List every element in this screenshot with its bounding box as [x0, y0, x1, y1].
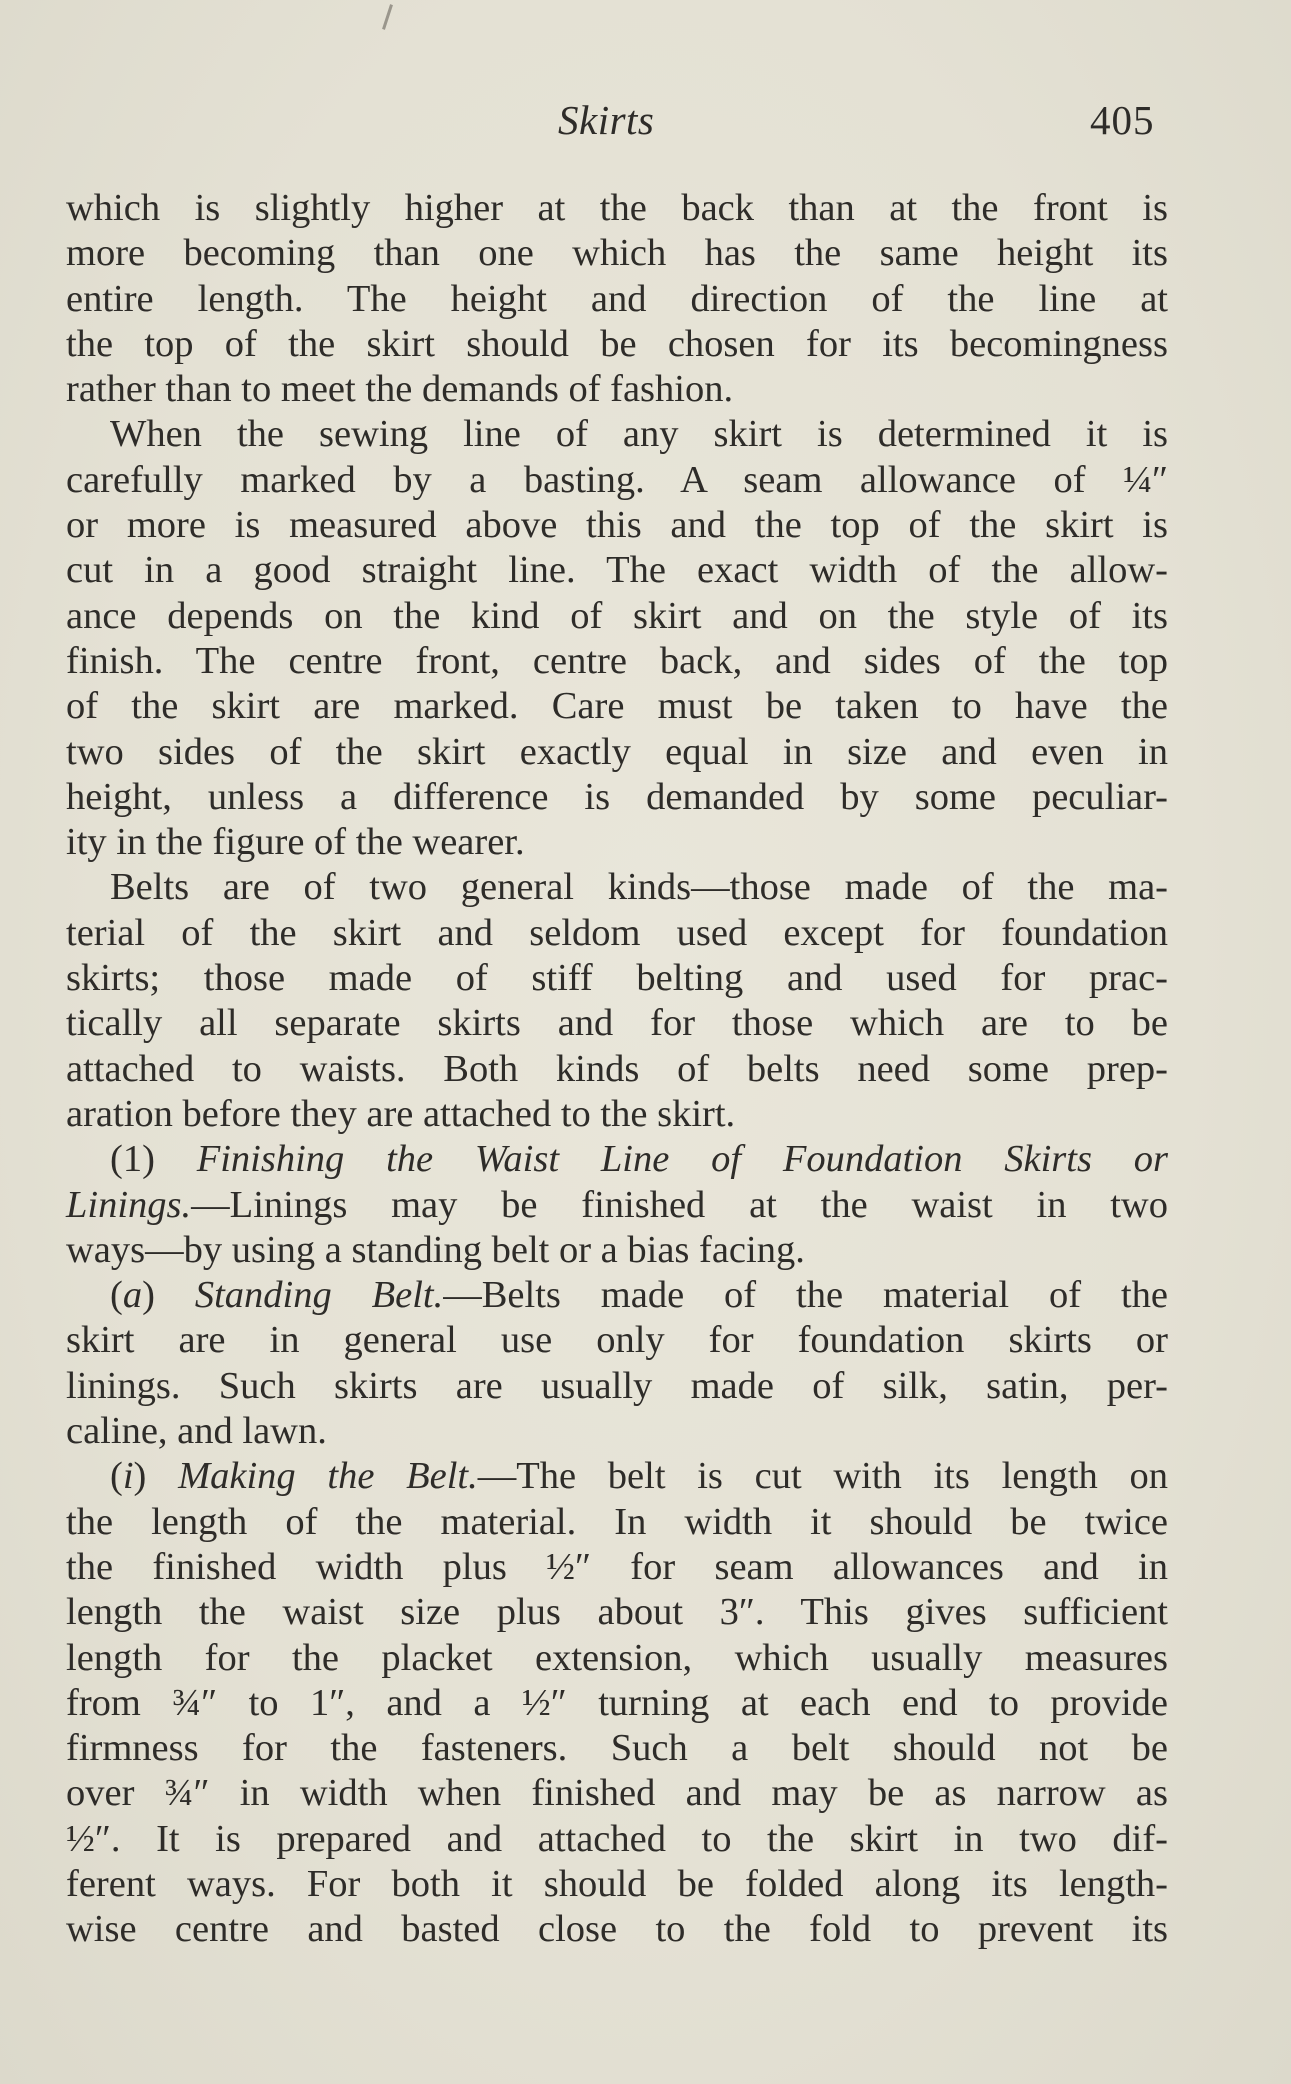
text-line — [66, 1681, 1168, 1726]
text-segment: tically all separate skirts and for those which are to be — [66, 1002, 1168, 1045]
text-line — [66, 548, 1168, 593]
text-segment: When the sewing line of any skirt is determined it is — [110, 413, 1168, 456]
text-line — [66, 956, 1168, 1001]
text-line — [66, 820, 1168, 865]
text-line — [66, 322, 1168, 367]
text-line — [66, 367, 1168, 412]
text-line — [66, 458, 1168, 503]
text-line — [66, 503, 1168, 548]
text-line — [66, 1454, 1168, 1499]
text-segment: ( — [110, 1455, 123, 1498]
text-segment: from ¾″ to 1″, and a ½″ turning at each end to provide — [66, 1681, 1168, 1724]
text-segment: the finished width plus ½″ for seam allowances and in — [66, 1545, 1168, 1588]
text-segment: more becoming than one which has the same height its — [66, 232, 1168, 275]
text-segment: attached to waists. Both kinds of belts need some prep- — [66, 1047, 1168, 1090]
text-line — [66, 1001, 1168, 1046]
text-segment: entire length. The height and direction of the line at — [66, 277, 1168, 320]
text-segment: ferent ways. For both it should be folded along its length- — [66, 1862, 1168, 1905]
text-line — [66, 1817, 1168, 1862]
text-line — [66, 277, 1168, 322]
text-segment: skirt are in general use only for foundation skirts or — [66, 1319, 1168, 1362]
text-segment: of the skirt are marked. Care must be taken to have the — [66, 685, 1168, 728]
text-line — [66, 1726, 1168, 1771]
text-segment: ways—by using a standing belt or a bias facing. — [66, 1228, 805, 1271]
text-segment: linings. Such skirts are usually made of silk, satin, per- — [66, 1364, 1168, 1407]
text-segment: over ¾″ in width when finished and may be as narrow as — [66, 1772, 1168, 1815]
italic-text: Linings. — [66, 1183, 192, 1226]
text-line — [66, 1137, 1168, 1182]
italic-text: a — [122, 1274, 143, 1317]
text-segment: aration before they are attached to the skirt. — [66, 1092, 736, 1135]
text-line — [66, 1545, 1168, 1590]
text-segment: or more is measured above this and the top of the skirt is — [66, 504, 1168, 547]
text-segment: ance depends on the kind of skirt and on the style of its — [66, 594, 1168, 637]
text-line — [66, 1092, 1168, 1137]
pencil-mark — [382, 4, 393, 30]
text-line — [66, 911, 1168, 956]
text-line — [66, 1636, 1168, 1681]
page-number: 405 — [1090, 97, 1155, 143]
text-segment: the length of the material. In width it should be twice — [66, 1500, 1168, 1543]
text-segment: cut in a good straight line. The exact width of the allow- — [66, 549, 1168, 592]
text-segment: wise centre and basted close to the fold to prevent its — [66, 1908, 1168, 1951]
text-line — [66, 1862, 1168, 1907]
text-segment: ity in the figure of the wearer. — [66, 821, 525, 864]
text-line — [66, 1228, 1168, 1273]
text-segment: length for the placket extension, which usually measures — [66, 1636, 1168, 1679]
text-segment: (1) — [110, 1138, 197, 1181]
italic-text: i — [122, 1455, 134, 1498]
text-segment: terial of the skirt and seldom used except for foundation — [66, 911, 1168, 954]
text-segment: finish. The centre front, centre back, and sides of the top — [66, 639, 1168, 682]
italic-text: Standing Belt. — [194, 1274, 444, 1317]
text-line — [66, 1047, 1168, 1092]
text-line — [66, 639, 1168, 684]
text-line — [66, 684, 1168, 729]
text-line — [66, 1318, 1168, 1363]
text-line — [66, 1409, 1168, 1454]
text-line — [66, 1273, 1168, 1318]
text-line — [66, 775, 1168, 820]
text-line — [66, 412, 1168, 457]
text-segment: ( — [110, 1274, 123, 1317]
body-text — [66, 186, 1168, 1953]
text-line — [66, 1907, 1168, 1952]
italic-text: Making the Belt. — [178, 1455, 478, 1498]
text-line — [66, 186, 1168, 231]
text-segment: carefully marked by a basting. A seam allowance of ¼″ — [66, 458, 1168, 501]
text-line — [66, 730, 1168, 775]
text-segment: two sides of the skirt exactly equal in size and even in — [66, 730, 1168, 773]
text-segment: —The belt is cut with its length on — [477, 1455, 1168, 1498]
text-segment: ) — [142, 1274, 195, 1317]
text-segment: —Linings may be finished at the waist in two — [191, 1183, 1168, 1226]
text-line — [66, 865, 1168, 910]
text-segment: ) — [133, 1455, 179, 1498]
text-segment: firmness for the fasteners. Such a belt should not be — [66, 1727, 1168, 1770]
text-line — [66, 1183, 1168, 1228]
text-line — [66, 1364, 1168, 1409]
italic-text: Finishing the Waist Line of Foundation Skirts or — [196, 1138, 1168, 1181]
text-line — [66, 1590, 1168, 1635]
text-segment: caline, and lawn. — [66, 1410, 327, 1453]
text-line — [66, 1771, 1168, 1816]
text-line — [66, 231, 1168, 276]
text-segment: height, unless a difference is demanded by some peculiar- — [66, 775, 1168, 818]
text-segment: —Belts made of the material of the — [443, 1274, 1168, 1317]
text-segment: which is slightly higher at the back than at the front is — [66, 187, 1168, 229]
text-line — [66, 1500, 1168, 1545]
text-segment: rather than to meet the demands of fashion. — [66, 368, 734, 411]
text-segment: Belts are of two general kinds—those made of the ma- — [110, 866, 1168, 909]
text-line — [66, 594, 1168, 639]
text-segment: length the waist size plus about 3″. This gives sufficient — [66, 1591, 1168, 1634]
text-segment: the top of the skirt should be chosen for its becomingness — [66, 322, 1168, 365]
text-segment: skirts; those made of stiff belting and used for prac- — [66, 957, 1168, 1000]
running-title: Skirts — [558, 97, 655, 143]
text-segment: ½″. It is prepared and attached to the skirt in two dif- — [66, 1817, 1168, 1860]
running-head — [0, 96, 1291, 156]
